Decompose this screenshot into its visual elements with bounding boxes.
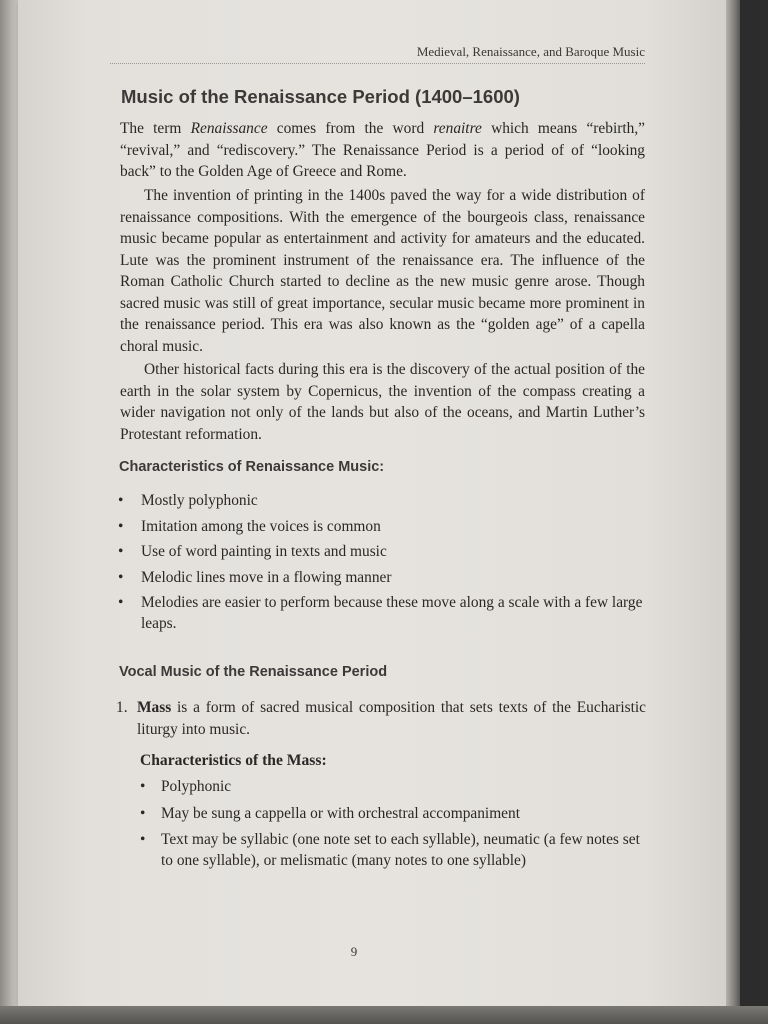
mass-characteristic-item-text: Text may be syllabic (one note set to each syllable), neumatic (a few notes set to one syllable), or melismatic (many notes to one syllable): [161, 831, 640, 869]
characteristic-item: [118, 592, 648, 634]
mass-characteristic-item: [140, 829, 645, 871]
bullet-icon: •: [118, 594, 124, 611]
mass-definition-body: is a form of sacred musical composition that sets texts of the Eucharistic liturgy into music.: [137, 699, 646, 738]
characteristic-item-text: Melodic lines move in a flowing manner: [141, 568, 392, 586]
characteristics-list: [118, 490, 648, 639]
book-left-edge: [0, 0, 20, 1024]
list-number: 1.: [116, 699, 128, 716]
characteristic-item: [118, 490, 648, 511]
page-fold-shadow: [726, 0, 740, 1010]
book-bottom-edge: [0, 1006, 768, 1024]
italic-term: Renaissance: [190, 120, 268, 137]
vocal-music-heading: Vocal Music of the Renaissance Period: [119, 664, 388, 680]
characteristic-item: [118, 567, 648, 588]
mass-definition-text: [137, 697, 646, 740]
page-number: 9: [350, 944, 358, 959]
bullet-icon: •: [140, 831, 146, 848]
characteristic-item: [118, 516, 648, 537]
mass-characteristic-item: [140, 803, 645, 824]
characteristics-heading: Characteristics of Renaissance Music:: [119, 459, 385, 475]
mass-characteristics-list: [140, 776, 645, 877]
mass-characteristics-heading: Characteristics of the Mass:: [140, 752, 327, 769]
italic-term: renaitre: [433, 120, 482, 137]
characteristic-item-text: Mostly polyphonic: [141, 492, 258, 509]
bullet-icon: •: [118, 492, 124, 509]
text-run: comes from the word: [267, 120, 434, 137]
intro-paragraph-3: Other historical facts during this era is the discovery of the actual position of the earth in the solar system by Copernicus, the invention of the compass creating a wider navigation not only of the lands but also of the oceans, and Martin Luther’s Protestant reformation.: [120, 361, 645, 443]
intro-paragraph-1: [120, 118, 645, 183]
mass-term: Mass: [137, 699, 172, 716]
intro-paragraph-2: The invention of printing in the 1400s paved the way for a wide distribution of renaissance compositions. With the emergence of the bourgeois class, renaissance music became popular as entertainment and activity for amateurs and the educated. Lute was the prominent instrument of the renaissance era. The influence of the Roman Catholic Church started to decline as the new music genre arose. Though sacred music was still of great importance, secular music became more prominent in the renaissance period. This era was also known as the “golden age” of a capella choral music.: [120, 187, 645, 355]
section-title: Music of the Renaissance Period (1400–1600): [121, 86, 520, 107]
running-head: Medieval, Renaissance, and Baroque Music: [416, 44, 645, 59]
characteristic-item-text: Imitation among the voices is common: [141, 517, 381, 535]
header-rule: [110, 63, 645, 64]
bullet-icon: •: [140, 778, 146, 795]
bullet-icon: •: [118, 543, 124, 560]
bullet-icon: •: [140, 804, 146, 822]
mass-characteristic-item-text: Polyphonic: [161, 778, 232, 795]
mass-characteristic-item-text: May be sung a cappella or with orchestral accompaniment: [161, 804, 520, 822]
text-run: The term: [120, 120, 191, 137]
mass-definition: [116, 697, 646, 740]
bullet-icon: •: [118, 568, 124, 586]
characteristic-item-text: Melodies are easier to perform because these move along a scale with a few large leaps.: [141, 594, 643, 632]
bullet-icon: •: [118, 517, 124, 535]
mass-characteristic-item: [140, 776, 645, 797]
text-run: which means “rebirth,” “revival,” and “rediscovery.” The Renaissance Period is a period of of “looking back” to the Golden Age of Greece and Rome.: [120, 120, 646, 180]
characteristic-item: [118, 541, 648, 562]
characteristic-item-text: Use of word painting in texts and music: [141, 543, 387, 560]
